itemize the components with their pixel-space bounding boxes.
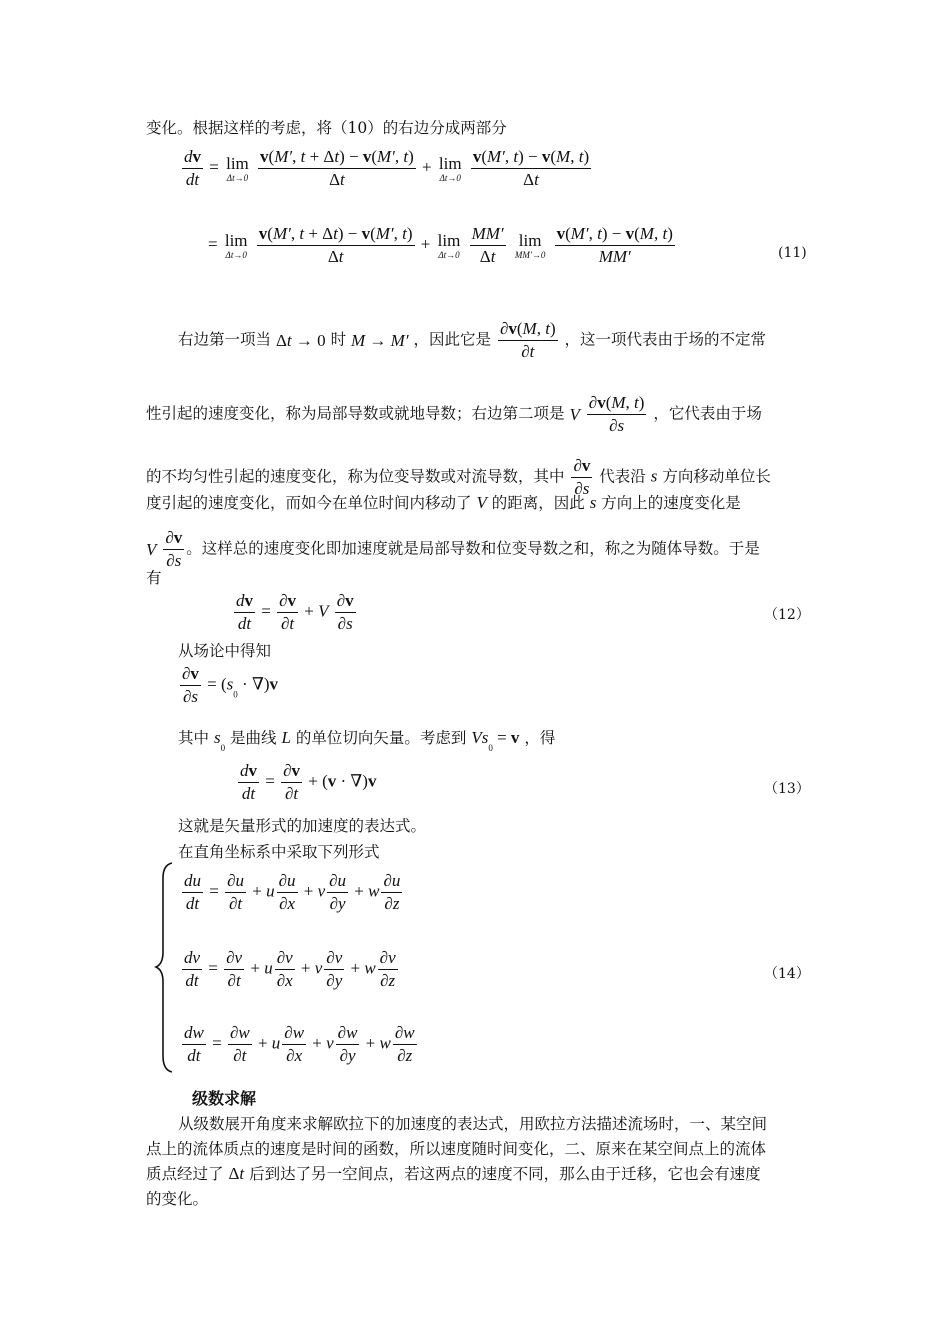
paragraph-convective: 的不均匀性引起的速度变化，称为位变导数或对流导数，其中 $\frac{\partial v}{\partial s}$ 代表沿 s 方向移动单位长 [146,456,771,498]
paragraph-first-term: 右边第一项当 Δt → 0 时 M → M′ ，因此它是 $\frac{\partial v(M, t)}{\partial t}$ ，这一项代表由于场的不定常 [178,319,767,361]
unit-tangent-line: 其中 $s_0$ 是曲线 L 的单位切向矢量。考虑到 $Vs_0 = v$ ，得 [178,728,556,753]
series-paragraph-line-3: 质点经过了 Δt 后到达了另一空间点，若这两点的速度不同，那么由于迁移，它也会有速度 [146,1164,761,1183]
vector-form-line: 这就是矢量形式的加速度的表达式。 [178,817,427,835]
series-paragraph-line-2: 点上的流体质点的速度是时间的函数，所以速度随时间变化，二、原来在某空间点上的流体 [146,1140,767,1158]
series-paragraph-line-4: 的变化。 [146,1190,209,1208]
paragraph-distance: 度引起的速度变化，而如今在单位时间内移动了 V 的距离，因此 s 方向上的速度变化是 [146,493,741,512]
equation-14-u: $\frac{du}{dt}$ = $\frac{\partial u}{\partial t}$ + u $\frac{\partial u}{\partial x}$ + v $\frac{\partial u}{\partial y}$ + w $\frac{\partial u}{\partial z}$ [184,871,401,913]
equation-12: $\frac{dv}{dt}$ = $\frac{\partial v}{\partial t}$ + V $\frac{\partial v}{\partial s}$ [236,591,354,633]
cartesian-line: 在直角坐标系中采取下列形式 [178,843,380,861]
paragraph-second-term: 性引起的速度变化，称为局部导数或就地导数；右边第二项是 V $\frac{\partial v(M, t)}{\partial s}$ ，它代表由于场 [146,393,762,435]
equation-11-line-1: $\frac{dv}{dt}$ = lim Δt→0 $\frac{v(M', t + \Delta t) - v(M', t)}{\Delta t}$ + lim Δt→0 $\frac{v(M', t) - v(M, t)}{\Delta t}$ [184,147,590,189]
equation-11-number: (11) [778,245,807,261]
directional-derivative-equation: $\frac{\partial v}{\partial s}$ = $(s_0 \cdot \nabla)v$ [182,664,278,706]
field-theory-line: 从场论中得知 [178,642,272,660]
left-brace [152,860,178,1075]
equation-13: $\frac{dv}{dt}$ = $\frac{\partial v}{\partial t}$ + (v · ∇)v [240,761,377,803]
word-you: 有 [146,569,162,587]
equation-14-v: $\frac{dv}{dt}$ = $\frac{\partial v}{\partial t}$ + u $\frac{\partial v}{\partial x}$ + v $\frac{\partial v}{\partial y}$ + w $\frac{\partial v}{\partial z}$ [184,948,396,990]
equation-14-number: （14） [764,966,810,982]
section-heading: 级数求解 [192,1089,257,1108]
equation-14-w: $\frac{dw}{dt}$ = $\frac{\partial w}{\partial t}$ + u $\frac{\partial w}{\partial x}$ + v $\frac{\partial w}{\partial y}$ + w $\frac{\partial w}{\partial z}$ [184,1023,415,1065]
equation-13-number: （13） [764,781,810,797]
equation-11-line-2: = lim Δt→0 $\frac{v(M', t + \Delta t) - v(M', t)}{\Delta t}$ + lim Δt→0 $\frac{MM'}{\Delta t}$ lim MM′→0 $\frac{v(M', t) - v(M, t)}{MM'}$ [208,224,673,266]
paragraph-total: V $\frac{\partial v}{\partial s}$ 。这样总的速度变化即加速度就是局部导数和位变导数之和，称之为随体导数。于是 [146,528,760,570]
series-paragraph-line-1: 从级数展开角度来求解欧拉下的加速度的表达式，用欧拉方法描述流场时，一、某空间 [178,1115,768,1133]
intro-line: 变化。根据这样的考虑，将（10）的右边分成两部分 [146,119,507,137]
equation-12-number: （12） [764,607,810,623]
